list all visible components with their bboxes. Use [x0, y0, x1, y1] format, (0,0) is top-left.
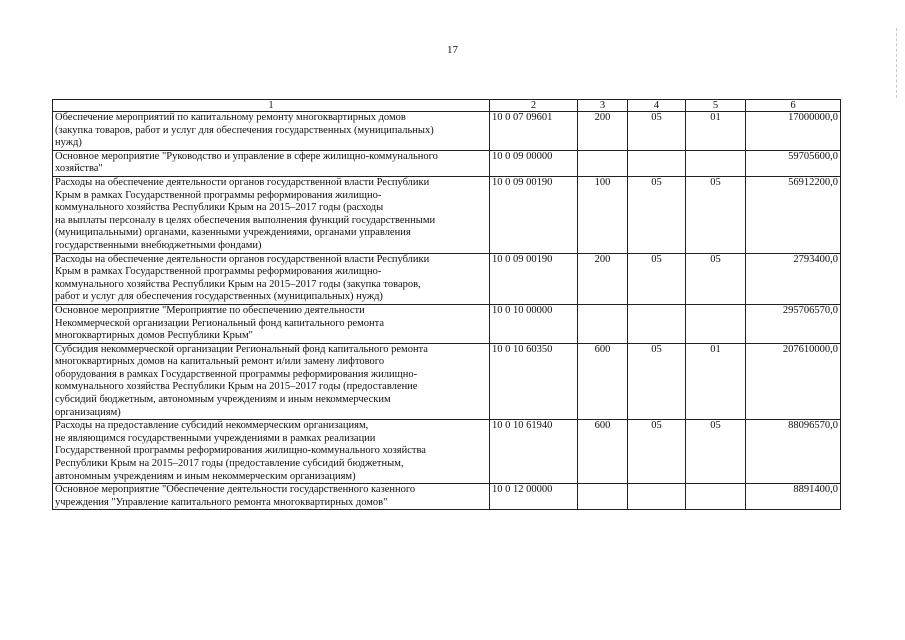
- subsection-code-cell: [686, 253, 746, 304]
- target-article-code: 10 0 07 09601: [492, 112, 553, 123]
- target-article-code-cell: [490, 150, 578, 176]
- section-code: 05: [651, 253, 662, 265]
- section-code-cell: [628, 484, 686, 510]
- expense-name-cell: [53, 420, 490, 484]
- expense-name-cell: [53, 150, 490, 176]
- column-number: 3: [578, 100, 628, 112]
- subsection-code-cell: [686, 343, 746, 420]
- amount-value-cell: [746, 112, 841, 151]
- amount-value-cell: [746, 420, 841, 484]
- expense-type-code: 600: [594, 420, 611, 432]
- section-code-cell: [628, 150, 686, 176]
- section-code: 05: [651, 343, 662, 355]
- subsection-code: 05: [710, 420, 721, 432]
- target-article-code: 10 0 10 00000: [492, 304, 553, 316]
- expense-type-code: 200: [594, 112, 611, 123]
- table-row: [53, 484, 841, 510]
- budget-table: [52, 99, 841, 510]
- expense-name: Основное мероприятие "Мероприятие по обеспечению деятельности Некоммерческой организации Региональный фонд капитального ремонта многоквартирных домов Республики Крым": [55, 304, 385, 342]
- expense-type-code: 200: [594, 253, 611, 265]
- target-article-code-cell: [490, 484, 578, 510]
- subsection-code: 05: [710, 176, 721, 188]
- expense-name: Расходы на обеспечение деятельности органов государственной власти Республики Крым в рамках Государственной программы реформирования жилищно- коммунального хозяйства Республики Крым на 2015–2017 годы (расходы на выплаты персоналу в целях обеспечения выполнения функций государственными (муниципальными) органами, казенными учреждениями, органами управления государственными внебюджетными фондами): [55, 176, 436, 251]
- expense-name: Обеспечение мероприятий по капитальному ремонту многоквартирных домов (закупка товаров, работ и услуг для обеспечения государственных (муниципальных) нужд): [55, 112, 434, 149]
- expense-name: Основное мероприятие "Руководство и управление в сфере жилищно-коммунального хозяйства": [55, 150, 438, 175]
- section-code: 05: [651, 176, 662, 188]
- column-number: 6: [746, 100, 841, 112]
- expense-type-code-cell: [578, 304, 628, 343]
- target-article-code-cell: [490, 420, 578, 484]
- expense-name: Субсидия некоммерческой организации Региональный фонд капитального ремонта многоквартирных домов на капитальный ремонт и/или замену лифтового оборудования в рамках Государственной программы реформирования жилищно- коммунального хозяйства Республики Крым на 2015–2017 годы (предоставление субсидий бюджетным, автономным учреждениям и иным некоммерческим организациям): [55, 343, 428, 418]
- table-row: [53, 304, 841, 343]
- subsection-code-cell: [686, 420, 746, 484]
- target-article-code: 10 0 12 00000: [492, 484, 553, 496]
- target-article-code-cell: [490, 343, 578, 420]
- expense-name-cell: [53, 304, 490, 343]
- section-code-cell: [628, 420, 686, 484]
- subsection-code-cell: [686, 150, 746, 176]
- expense-type-code-cell: [578, 420, 628, 484]
- expense-name-cell: [53, 253, 490, 304]
- subsection-code: 01: [710, 343, 721, 355]
- target-article-code-cell: [490, 176, 578, 253]
- amount-value-cell: [746, 150, 841, 176]
- target-article-code-cell: [490, 304, 578, 343]
- budget-table-body: [53, 100, 841, 510]
- expense-type-code-cell: [578, 253, 628, 304]
- subsection-code: 01: [710, 112, 721, 123]
- table-row: [53, 343, 841, 420]
- expense-type-code-cell: [578, 150, 628, 176]
- amount-value-cell: [746, 343, 841, 420]
- expense-type-code-cell: [578, 484, 628, 510]
- page-edge-mark: [896, 28, 898, 98]
- expense-name: Расходы на предоставление субсидий некоммерческим организациям, не являющимся государственными учреждениями в рамках реализации Государственной программы реформирования жилищно-коммунального хозяйства Республики Крым на 2015–2017 годы (предоставление субсидий бюджетным, автономным учреждениям и иным некоммерческим организациям): [55, 420, 426, 482]
- expense-name-cell: [53, 484, 490, 510]
- table-row: [53, 112, 841, 151]
- target-article-code: 10 0 10 60350: [492, 343, 553, 355]
- target-article-code: 10 0 09 00190: [492, 176, 553, 188]
- subsection-code-cell: [686, 176, 746, 253]
- subsection-code-cell: [686, 304, 746, 343]
- expense-type-code: 100: [594, 176, 611, 188]
- column-number: 1: [53, 100, 490, 112]
- expense-name-cell: [53, 343, 490, 420]
- column-number: 2: [490, 100, 578, 112]
- column-number: 5: [686, 100, 746, 112]
- table-row: [53, 150, 841, 176]
- amount-value: 56912200,0: [788, 176, 838, 188]
- expense-type-code: 600: [594, 343, 611, 355]
- subsection-code-cell: [686, 112, 746, 151]
- table-row: [53, 176, 841, 253]
- amount-value: 295706570,0: [782, 304, 838, 316]
- amount-value: 207610000,0: [782, 343, 838, 355]
- section-code: 05: [651, 112, 662, 123]
- expense-type-code-cell: [578, 112, 628, 151]
- expense-type-code-cell: [578, 343, 628, 420]
- expense-name: Расходы на обеспечение деятельности органов государственной власти Республики Крым в рамках Государственной программы реформирования жилищно- коммунального хозяйства Республики Крым на 2015–2017 годы (закупка товаров, работ и услуг для обеспечения государственных (муниципальных) нужд): [55, 253, 430, 303]
- table-row: [53, 420, 841, 484]
- amount-value: 8891400,0: [793, 484, 838, 496]
- amount-value: 88096570,0: [788, 420, 838, 432]
- subsection-code: 05: [710, 253, 721, 265]
- column-number-row: [53, 100, 841, 112]
- target-article-code: 10 0 09 00000: [492, 150, 553, 162]
- target-article-code-cell: [490, 253, 578, 304]
- amount-value-cell: [746, 484, 841, 510]
- amount-value: 2793400,0: [793, 253, 838, 265]
- amount-value: 17000000,0: [788, 112, 838, 123]
- section-code-cell: [628, 253, 686, 304]
- expense-name: Основное мероприятие "Обеспечение деятельности государственного казенного учреждения "Управление капитального ремонта многоквартирных домов": [55, 484, 416, 508]
- amount-value-cell: [746, 304, 841, 343]
- amount-value-cell: [746, 253, 841, 304]
- target-article-code: 10 0 09 00190: [492, 253, 553, 265]
- section-code: 05: [651, 420, 662, 432]
- section-code-cell: [628, 176, 686, 253]
- section-code-cell: [628, 112, 686, 151]
- page-number: 17: [447, 44, 458, 56]
- target-article-code-cell: [490, 112, 578, 151]
- target-article-code: 10 0 10 61940: [492, 420, 553, 432]
- amount-value: 59705600,0: [788, 150, 838, 162]
- expense-name-cell: [53, 176, 490, 253]
- section-code-cell: [628, 304, 686, 343]
- subsection-code-cell: [686, 484, 746, 510]
- expense-name-cell: [53, 112, 490, 151]
- section-code-cell: [628, 343, 686, 420]
- amount-value-cell: [746, 176, 841, 253]
- column-number: 4: [628, 100, 686, 112]
- expense-type-code-cell: [578, 176, 628, 253]
- table-row: [53, 253, 841, 304]
